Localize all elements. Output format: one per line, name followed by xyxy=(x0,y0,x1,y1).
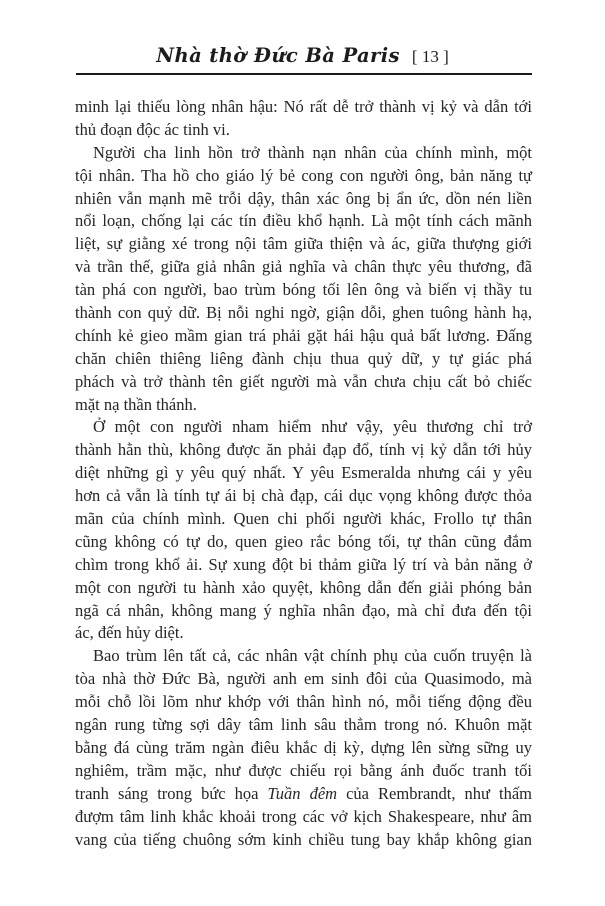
text-run: thành hằn thù, không được ăn phải đạp đổ, tính vị kỷ dẫn tới hủy xyxy=(75,440,532,460)
text-line xyxy=(75,531,532,554)
text-run: mặt nạ thần thánh. xyxy=(75,394,197,414)
text-run: đượm tâm linh khắc khoải trong các vở kịch Shakespeare, như âm xyxy=(75,806,532,826)
text-line xyxy=(75,806,532,829)
text-run: một con người tu hành xảo quyệt, không dẫn đến giải phóng bản xyxy=(75,577,532,597)
text-run: bằng đá cùng trăm ngàn điêu khắc dị kỳ, dựng lên sừng sững uy xyxy=(75,737,532,757)
text-run: minh lại thiếu lòng nhân hậu: Nó rất dễ trở thành vị kỷ và dẫn tới xyxy=(75,97,532,116)
text-run: vang của tiếng chuông sớm kinh chiều tung bay khắp không gian xyxy=(75,829,532,849)
text-run: ác, đến hủy diệt. xyxy=(75,623,184,643)
text-run: thành con quỷ dữ. Bị nỗi nghi ngờ, giận dỗi, ghen tuông hành hạ, xyxy=(75,303,532,323)
paragraph xyxy=(75,645,532,851)
text-line xyxy=(75,485,532,508)
text-line xyxy=(75,119,532,142)
text-line xyxy=(75,165,532,188)
text-run: và trần thế, giữa giả nhân giả nghĩa và chân thực yêu thương, đã xyxy=(75,257,532,277)
text-run: Ở một con người nham hiểm như vậy, yêu thương chỉ trở xyxy=(93,417,532,437)
text-run: ngã cá nhân, không mang ý nghĩa nhân đạo, mà chỉ đưa đến tội xyxy=(75,600,532,620)
text-run: ngân rung từng sợi dây tâm linh sâu thẳm trong nó. Khuôn mặt xyxy=(75,715,532,735)
text-line xyxy=(75,600,532,623)
text-run: tội nhân. Tha hồ cho giáo lý bẻ cong con người ông, bản năng tự xyxy=(75,165,532,185)
text-line xyxy=(75,416,532,439)
text-run: cũng không có tự do, quen gieo rắc bóng tối, tự thân cũng đắm xyxy=(75,531,532,551)
text-run: tranh sáng trong bức họa xyxy=(75,783,268,803)
text-line xyxy=(75,279,532,302)
paragraph xyxy=(75,416,532,645)
text-run: Người cha linh hồn trở thành nạn nhân của chính mình, một xyxy=(93,142,532,162)
text-line xyxy=(75,348,532,371)
text-run: nhiên vẫn mạnh mẽ trỗi dậy, thân xác ông bị ẩn ức, dồn nén liền xyxy=(75,188,532,208)
text-line xyxy=(75,508,532,531)
text-run: chăn chiên thiêng liêng đành chịu thua quỷ dữ, y tự giác phá xyxy=(75,348,532,368)
text-line xyxy=(75,371,532,394)
text-line xyxy=(75,783,532,806)
text-line xyxy=(75,210,532,233)
text-line xyxy=(75,714,532,737)
text-line xyxy=(75,737,532,760)
text-line xyxy=(75,394,532,417)
text-line xyxy=(75,691,532,714)
text-run: chìm trong khổ ải. Sự xung đột bi thảm giữa lý trí và bản năng ở xyxy=(75,554,532,574)
text-line xyxy=(75,577,532,600)
text-run: phách và trở thành tên giết người mà vẫn chưa chịu cất bỏ chiếc xyxy=(75,371,532,391)
body-text xyxy=(75,96,532,851)
text-line xyxy=(75,439,532,462)
text-line xyxy=(75,325,532,348)
text-run: diệt những gì y yêu quý nhất. Y yêu Esmeralda nhưng cái y yêu xyxy=(75,463,532,483)
text-run: mỗi chỗ lồi lõm như khớp với thân hình nó, mỗi tiếng động đều xyxy=(75,692,532,712)
page-header xyxy=(0,44,605,67)
page-number: [ 13 ] xyxy=(411,47,449,66)
header-rule xyxy=(76,73,532,75)
text-run: tòa nhà thờ Đức Bà, người anh em sinh đôi của Quasimodo, mà xyxy=(75,669,532,689)
text-run: tàn phá con người, bao trùm bóng tối lên ông và biến vị thầy tu xyxy=(75,280,532,300)
text-run: hơn cả vẫn là tính tự ái bị chà đạp, cái dục vọng không được thỏa xyxy=(75,486,532,506)
text-run: mãn của chính mình. Quen chi phối người khác, Frollo tự thân xyxy=(75,509,532,529)
paragraph xyxy=(75,96,532,142)
text-line xyxy=(75,829,532,852)
text-run: liệt, sự giằng xé trong nội tâm giữa thiện và ác, giữa thượng giới xyxy=(75,234,532,254)
text-line xyxy=(75,96,532,119)
text-run: thủ đoạn độc ác tinh vi. xyxy=(75,119,230,139)
text-line xyxy=(75,622,532,645)
text-line xyxy=(75,233,532,256)
text-line xyxy=(75,554,532,577)
text-run: chính kẻ gieo mầm gian trá phải gặt hái hậu quả bất lương. Đấng xyxy=(75,325,532,345)
work-title-italic: Tuần đêm xyxy=(267,783,338,803)
text-run: của Rembrandt, như thấm xyxy=(337,783,532,803)
text-line xyxy=(75,760,532,783)
text-line xyxy=(75,668,532,691)
text-line xyxy=(75,462,532,485)
paragraph xyxy=(75,142,532,417)
text-line xyxy=(75,142,532,165)
text-line xyxy=(75,188,532,211)
running-title: Nhà thờ Đức Bà Paris xyxy=(156,44,400,67)
text-run: Bao trùm lên tất cả, các nhân vật chính phụ của cuốn truyện là xyxy=(93,646,532,666)
text-run: nổi loạn, chống lại các tín điều khổ hạnh. Là một tính cách mãnh xyxy=(75,211,532,231)
text-line xyxy=(75,256,532,279)
text-line xyxy=(75,645,532,668)
text-run: nghiêm, trầm mặc, như được chiếu rọi bằng ánh đuốc tranh tối xyxy=(75,760,532,780)
text-line xyxy=(75,302,532,325)
